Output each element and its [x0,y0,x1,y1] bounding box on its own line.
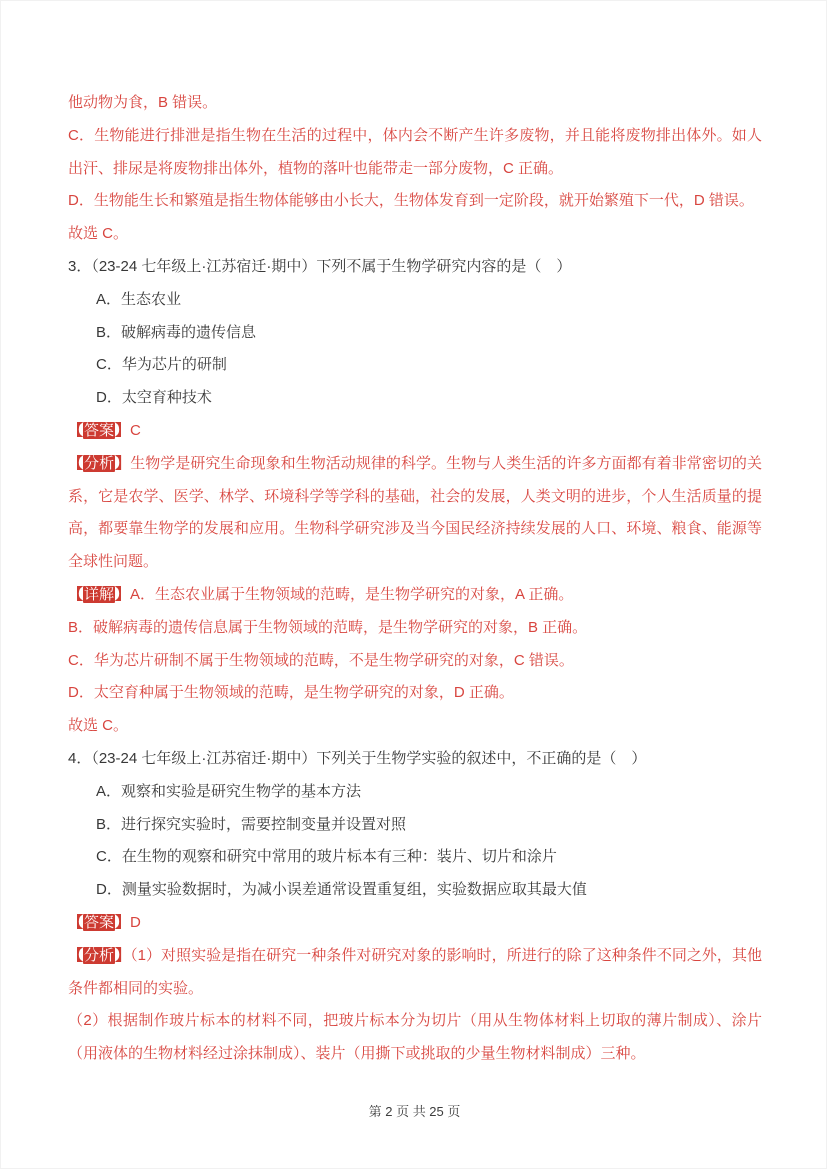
question-3-conclusion: 故选 C。 [68,717,129,735]
explanation-line-2: C．生物能进行排泄是指生物在生活的过程中，体内会不断产生许多废物，并且能将废物排出体外。如人出汗、排尿是将废物排出体外，植物的落叶也能带走一部分废物，C 正确。 [68,126,762,177]
page-content [68,87,762,1071]
page-number-indicator: 第 2 页 共 25 页 [368,1104,461,1119]
bracket-open: 【 [68,454,84,472]
question-3-number: 3． [68,257,92,275]
explanation-line-3: D．生物能生长和繁殖是指生物体能够由小长大，生物体发育到一定阶段，就开始繁殖下一代，D 错误。 [68,192,754,210]
bracket-close: 】 [115,913,131,931]
carryover-explanation [68,87,762,251]
answer-tag: 答案 [84,913,115,931]
question-3-option-c: C．华为芯片的研制 [96,356,227,374]
bracket-close: 】 [115,585,131,603]
bracket-open: 【 [68,946,84,964]
analysis-tag: 分析 [84,454,115,472]
question-3-option-b: B．破解病毒的遗传信息 [96,323,257,341]
question-3-option-a: A．生态农业 [96,290,182,308]
question-3-detail-line-d: D．太空育种属于生物领域的范畴，是生物学研究的对象，D 正确。 [68,684,514,702]
question-4-number: 4． [68,749,92,767]
bracket-close: 】 [115,946,131,964]
bracket-open: 【 [68,421,84,439]
bracket-open: 【 [68,913,84,931]
question-4-options [68,776,762,907]
explanation-conclusion: 故选 C。 [68,225,129,243]
question-3-source: （23-24 七年级上·江苏宿迁·期中） [91,257,317,275]
analysis-tag: 分析 [84,946,115,964]
question-3-analysis [68,448,762,579]
answer-tag: 答案 [84,421,115,439]
bracket-close: 】 [115,421,131,439]
question-3 [68,251,762,415]
question-3-answer-line [68,415,762,448]
question-4-option-a: A．观察和实验是研究生物学的基本方法 [96,782,362,800]
question-4-analysis-part1 [68,940,762,1006]
bracket-close: 】 [115,454,131,472]
detail-tag: 详解 [84,585,115,603]
question-3-detail-text-a: A．生态农业属于生物领域的范畴，是生物学研究的对象，A 正确。 [130,585,574,603]
question-4-option-d: D．测量实验数据时，为减小误差通常设置重复组，实验数据应取其最大值 [96,881,587,899]
question-4-text: 下列关于生物学实验的叙述中，不正确的是（ ） [316,749,647,767]
question-3-options [68,284,762,415]
question-4 [68,743,762,907]
question-4-analysis-part2: （2）根据制作玻片标本的材料不同，把玻片标本分为切片（用从生物体材料上切取的薄片制成）、涂片（用液体的生物材料经过涂抹制成）、装片（用撕下或挑取的少量生物材料制成）三种。 [68,1012,762,1063]
question-3-detail-line-b: B．破解病毒的遗传信息属于生物领域的范畴，是生物学研究的对象，B 正确。 [68,618,588,636]
question-3-detail-line-a [68,579,762,612]
question-4-answer-line [68,907,762,940]
question-3-option-d: D．太空育种技术 [96,389,212,407]
question-3-text: 下列不属于生物学研究内容的是（ ） [316,257,572,275]
question-3-answer-block [68,415,762,743]
question-4-stem [68,743,762,776]
question-4-option-c: C．在生物的观察和研究中常用的玻片标本有三种：装片、切片和涂片 [96,848,557,866]
question-4-option-b: B．进行探究实验时，需要控制变量并设置对照 [96,815,407,833]
question-3-answer-value: C [130,421,141,439]
explanation-line-1: 他动物为食，B 错误。 [68,94,218,111]
question-3-analysis-text: 生物学是研究生命现象和生物活动规律的科学。生物与人类生活的许多方面都有着非常密切的关系，它是农学、医学、林学、环境科学等学科的基础，社会的发展，人类文明的进步，个人生活质量的提高，都要靠生物学的发展和应用。生物科学研究涉及当今国民经济持续发展的人口、环境、粮食、能源等全球性问题。 [68,454,762,571]
page-footer [1,1102,827,1122]
question-4-source: （23-24 七年级上·江苏宿迁·期中） [91,749,317,767]
bracket-open: 【 [68,585,84,603]
question-3-stem [68,251,762,284]
question-4-answer-value: D [130,913,141,931]
question-3-detail-line-c: C．华为芯片研制不属于生物领域的范畴，不是生物学研究的对象，C 错误。 [68,651,574,669]
question-4-answer-block [68,907,762,1071]
question-4-analysis-text-1: （1）对照实验是指在研究一种条件对研究对象的影响时，所进行的除了这种条件不同之外，其他条件都相同的实验。 [68,946,762,997]
